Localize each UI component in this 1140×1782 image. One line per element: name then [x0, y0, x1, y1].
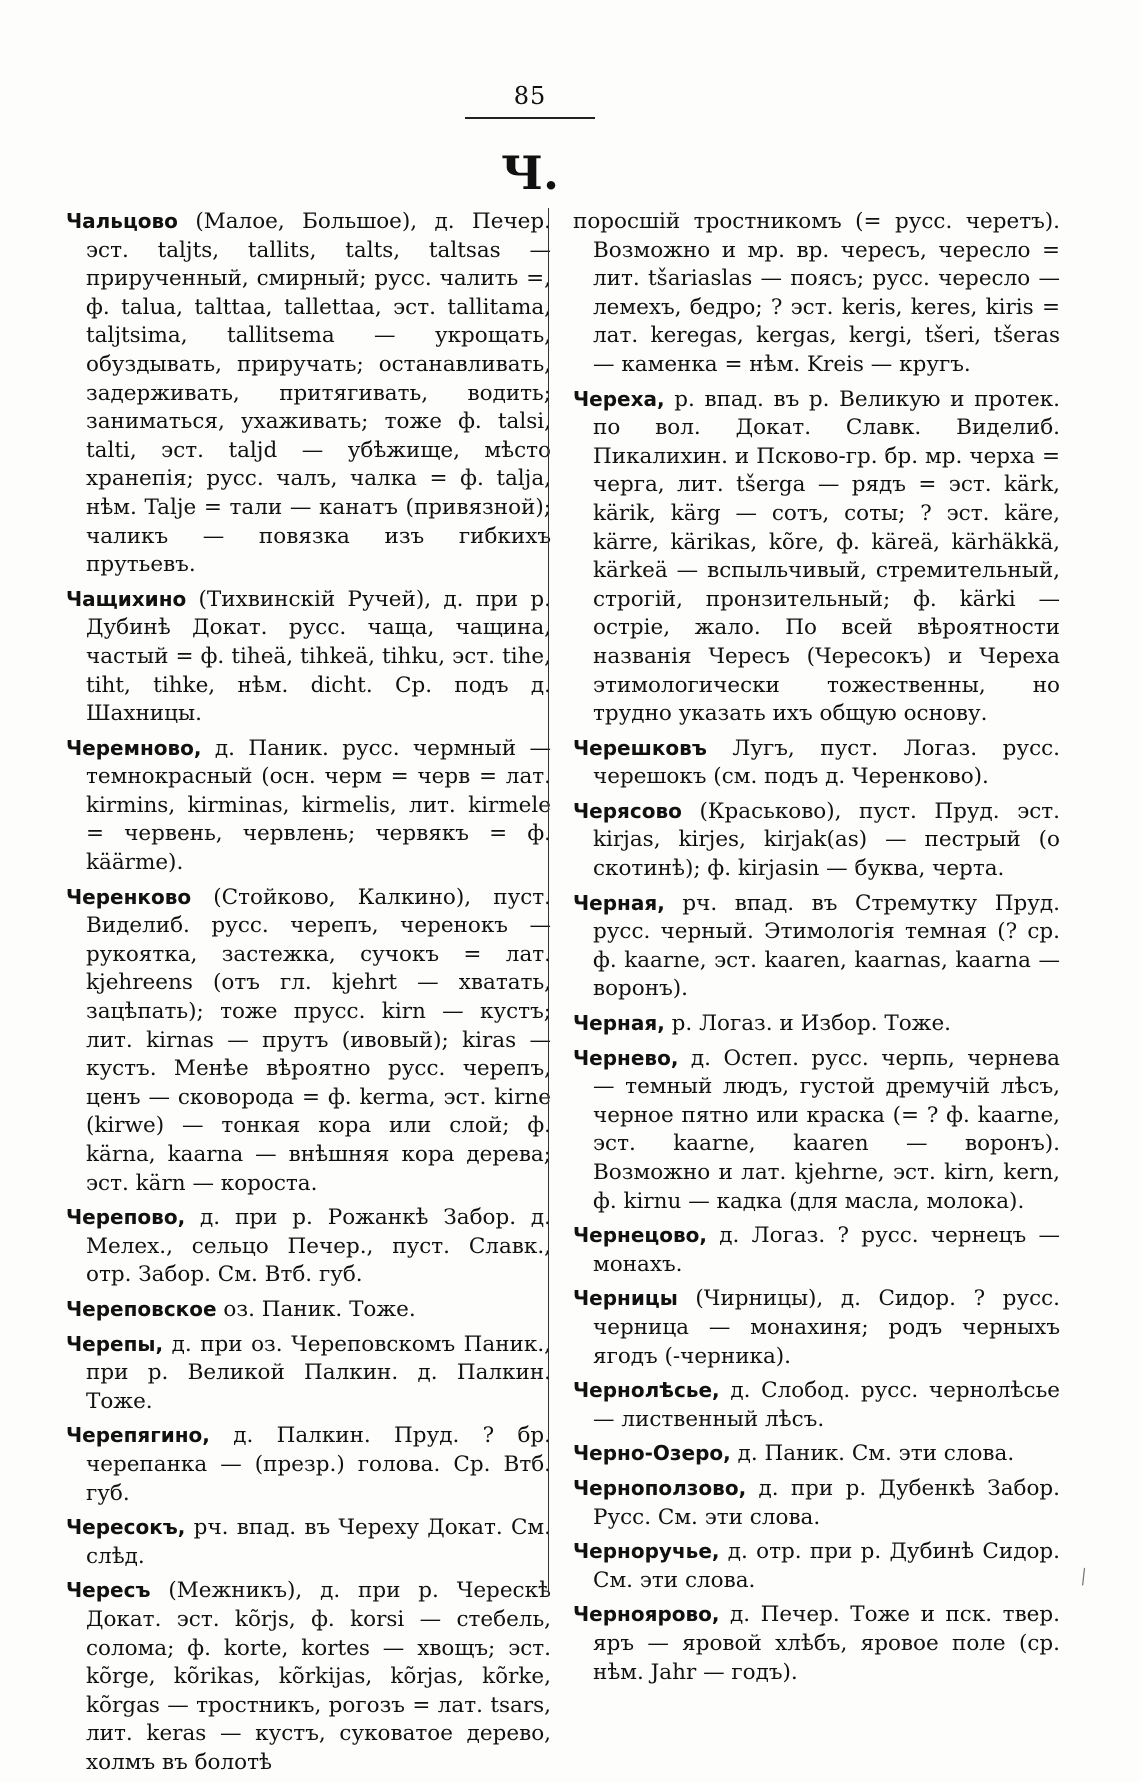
entry-body: поросшій тростникомъ (= русс. черетъ). Возможно и мр. вр. чересъ, чересло = лит. tšariaslas — поясъ; русс. чересло — лемехъ, бедро; ? эст. keris, keres, kiris = лат. keregas, kergas, kergi, tšeri, tšeras — каменка = нѣм. Kreis — кругъ. — [573, 209, 1060, 377]
entry-body: рч. впад. въ Череху Докат. См. слѣд. — [86, 1515, 551, 1569]
entry-headword: Чересъ — [66, 1578, 151, 1603]
entry-headword: Черепово, — [66, 1205, 186, 1230]
entry-body: д. Печер. Тоже и пск. твер. яръ — яровой хлѣбъ, яровое поле (ср. нѣм. Jahr — годъ). — [593, 1602, 1060, 1685]
dictionary-entry — [573, 1376, 1060, 1434]
entry-body: д. Слобод. русс. чернолѣсье — лиственный лѣсъ. — [593, 1378, 1060, 1432]
dictionary-entry — [66, 1330, 551, 1417]
entry-body: (Стойково, Калкино), пуст. Виделиб. русс. черепъ, черенокъ — рукоятка, застежка, сучокъ = лат. kjehreens (отъ гл. kjehrt — хватать, зацѣпать); тоже прусс. kirn — кустъ; лит. kirnas — прутъ (ивовый); kiras — кустъ. Менѣе вѣроятно русс. черепъ, ценъ — сковорода = ф. kerma, эст. kirne (kirwe) — тонкая кора или слой; ф. kärna, kaarna — внѣшняя кора дерева; эст. kärn — короста. — [86, 884, 551, 1196]
dictionary-entry — [573, 1537, 1060, 1595]
entry-body: р. Логаз. и Избор. Тоже. — [664, 1011, 952, 1037]
entry-headword: Черноручье, — [573, 1539, 720, 1564]
entry-headword: Чернево, — [573, 1045, 679, 1070]
dictionary-entry — [66, 207, 551, 580]
entry-body: (Тихвинскій Ручей), д. при р. Дубинѣ Докат. русс. чаща, чащина, частый = ф. tiheä, tihkeä, tihku, эст. tihe, tiht, tihke, нѣм. dicht. Ср. подъ д. Шахницы. — [86, 586, 551, 727]
dictionary-entry — [573, 1600, 1060, 1687]
entry-headword: Черно-Озеро, — [573, 1441, 731, 1466]
entry-headword: Черепы, — [66, 1331, 164, 1356]
entry-headword: Черная, — [573, 1011, 665, 1036]
dictionary-entry — [66, 1295, 551, 1325]
pencil-mark-icon: ⁄ — [1077, 1565, 1091, 1589]
entry-headword: Черепягино, — [66, 1423, 210, 1448]
column-divider — [548, 208, 549, 1593]
dictionary-entry — [573, 1221, 1060, 1279]
entry-headword: Череповское — [66, 1296, 217, 1321]
entry-body: (Чирницы), д. Сидор. ? русс. черница — монахиня; родъ черныхъ ягодъ (-черника). — [593, 1286, 1060, 1369]
entry-headword: Чернецово, — [573, 1223, 707, 1248]
entry-headword: Черенково — [66, 884, 192, 909]
dictionary-entry — [573, 1474, 1060, 1532]
entry-headword: Черноярово, — [573, 1602, 720, 1627]
dictionary-entry-continued — [573, 207, 1060, 380]
entry-headword: Черная, — [573, 890, 665, 915]
entry-body: (Краськово), пуст. Пруд. эст. kirjas, kirjes, kirjak(as) — пестрый (о скотинѣ); ф. kirjasin — буква, черта. — [593, 798, 1060, 882]
dictionary-entry — [573, 1009, 1060, 1039]
entry-body: (Межникъ), д. при р. Черескѣ Докат. эст. kõrjs, ф. korsi — стебель, солома; ф. korte, kortes — хвощъ; эст. kõrge, kõrikas, kõrkijas, kõrjas, kõrke, kõrgas — тростникъ, рогозъ = лат. tsars, лит. keras — кустъ, суковатое дерево, холмъ въ болотѣ — [86, 1578, 551, 1775]
entry-headword: Черешковъ — [573, 735, 707, 760]
entry-headword: Черноползово, — [573, 1475, 747, 1500]
entry-body: рч. впад. въ Стремутку Пруд. русс. черный. Этимологія темная (? ср. ф. kaarne, эст. kaaren, kaarnas, kaarna — воронъ). — [593, 890, 1060, 1002]
entry-body: д. Остеп. русс. черпь, чернева — темный людъ, густой дремучій лѣсъ, черное пятно или краска (= ? ф. kaarne, эст. kaarne, kaaren — воронъ). Возможно и лат. kjehrne, эст. kirn, kern, ф. kirnu — кадка (для масла, молока). — [593, 1045, 1060, 1214]
page-number-rule — [465, 117, 595, 119]
dictionary-entry — [573, 889, 1060, 1004]
entry-headword: Чересокъ, — [66, 1515, 186, 1540]
entry-body: (Малое, Большое), д. Печер. эст. taljts, tallits, talts, taltsas — прирученный, смирный; русс. чалить =, ф. talua, talttaa, tallettaa, эст. tallitama, taljtsima, tallitsema — укрощать, обуздывать, приручать; останавливать, задерживать, притягивать, водить; заниматься, ухаживать; тоже ф. talsi, talti, эст. taljd — убѣжище, мѣсто хранепія; русс. чалъ, чалка = ф. talja, нѣм. Talje = тали — канатъ (привязной); чаликъ — повязка изъ гибкихъ прутьевъ. — [86, 209, 551, 578]
section-letter: Ч. — [500, 146, 560, 200]
entry-headword: Черницы — [573, 1286, 678, 1311]
entry-body: д. Логаз. ? русс. чернецъ — монахъ. — [593, 1223, 1060, 1277]
entry-body: д. при р. Рожанкѣ Забор. д. Мелех., сельцо Печер., пуст. Славк., отр. Забор. См. Втб. губ. — [86, 1205, 551, 1288]
entry-headword: Черемново, — [66, 735, 202, 760]
dictionary-entry — [66, 1513, 551, 1571]
dictionary-entry — [573, 1284, 1060, 1371]
entry-headword: Чальцово — [66, 209, 178, 233]
entry-body: оз. Паник. Тоже. — [216, 1296, 416, 1322]
left-column — [66, 207, 551, 1782]
entry-body: д. отр. при р. Дубинѣ Сидор. См. эти слова. — [593, 1539, 1060, 1593]
dictionary-entry — [66, 1421, 551, 1508]
entry-body: д. Палкин. Пруд. ? бр. черепанка — (презр.) голова. Ср. Втб. губ. — [86, 1423, 551, 1506]
right-column — [573, 207, 1060, 1692]
entry-body: д. Паник. русс. чермный — темнокрасный (осн. черм = черв = лат. kirmins, kirminas, kirmelis, лит. kirmele = червень, червлень; червякъ = ф. käärme). — [86, 735, 551, 876]
entry-headword: Черясово — [573, 798, 682, 823]
entry-body: р. впад. въ р. Великую и протек. по вол. Докат. Славк. Виделиб. Пикалихин. и Псково-гр. бр. мр. черха = черга, лит. tšerga — рядъ = эст. kärk, kärik, kärg — сотъ, соты; ? эст. käre, kärre, kärikas, kõre, ф. käreä, kärhäkkä, kärkeä — вспыльчивый, стремительный, строгій, пронзительный; ф. kärki — остріе, жало. По всей вѣроятности названія Чересъ (Чересокъ) и Череха этимологически тожественны, но трудно указать ихъ общую основу. — [593, 386, 1060, 727]
entry-body: д. Паник. См. эти слова. — [730, 1441, 1015, 1467]
entry-headword: Чащихино — [66, 586, 187, 611]
dictionary-entry — [66, 585, 551, 729]
entry-body: Лугъ, пуст. Логаз. русс. черешокъ (см. подъ д. Черенково). — [593, 735, 1060, 790]
dictionary-entry — [573, 797, 1060, 884]
entry-headword: Чернолѣсье, — [573, 1378, 720, 1403]
entry-body: д. при р. Дубенкѣ Забор. Русс. См. эти слова. — [593, 1475, 1060, 1530]
dictionary-entry — [573, 1044, 1060, 1217]
dictionary-entry — [573, 385, 1060, 729]
dictionary-entry — [66, 734, 551, 878]
dictionary-entry — [66, 1203, 551, 1290]
entry-body: д. при оз. Череповскомъ Паник., при р. Великой Палкин. д. Палкин. Тоже. — [86, 1331, 551, 1414]
dictionary-entry — [66, 1576, 551, 1777]
dictionary-entry — [66, 883, 551, 1199]
dictionary-entry — [573, 734, 1060, 792]
page-number: 85 — [513, 82, 547, 110]
dictionary-entry — [573, 1439, 1060, 1469]
entry-headword: Череха, — [573, 386, 665, 411]
